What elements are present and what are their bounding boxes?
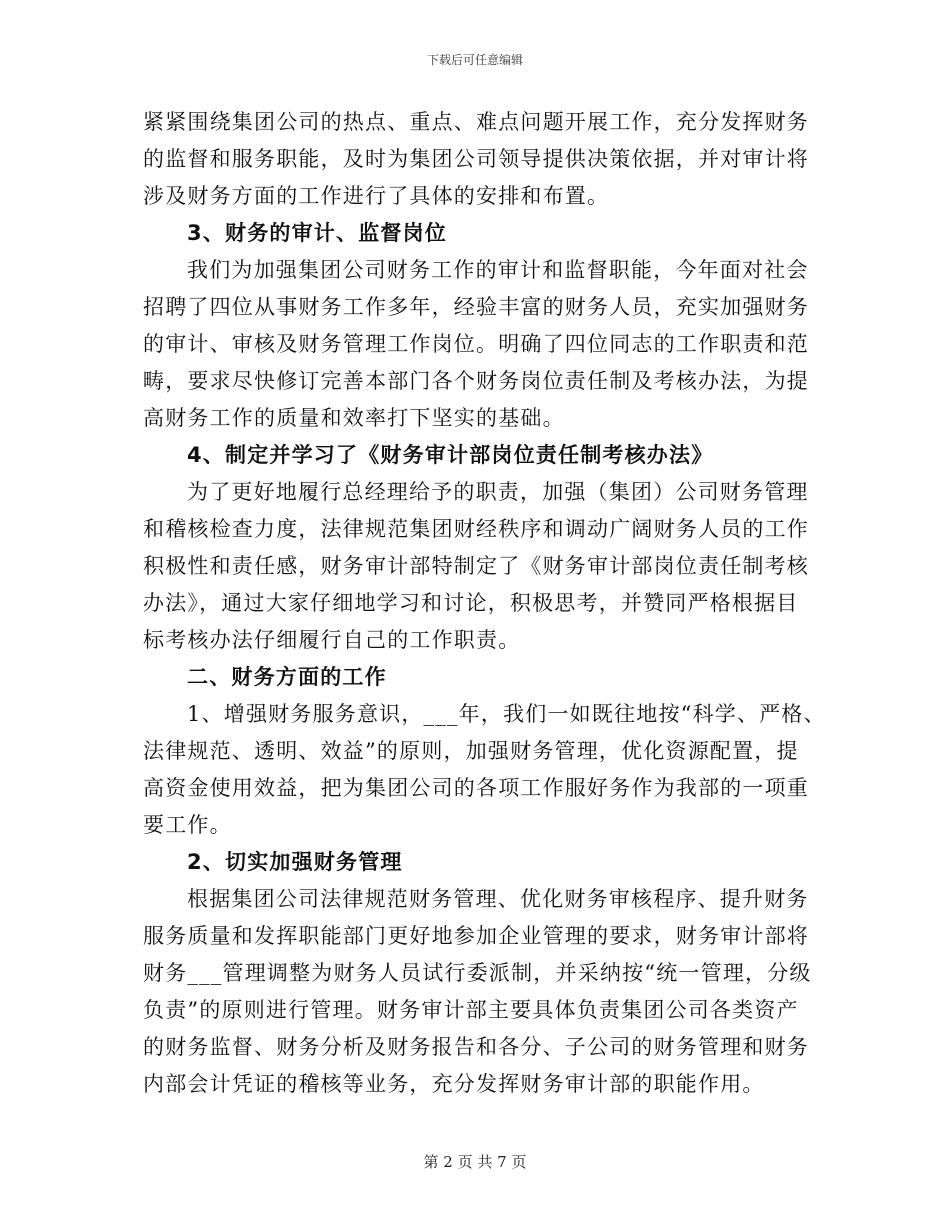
section-heading: 4、制定并学习了《财务审计部岗位责任制考核办法》: [187, 443, 714, 467]
paragraph-line: 紧紧围绕集团公司的热点、重点、难点问题开展工作，充分发挥财务: [143, 110, 809, 134]
paragraph-line: 负责”的原则进行管理。财务审计部主要具体负责集团公司各类资产: [143, 998, 799, 1022]
paragraph-line: 要工作。: [143, 813, 232, 837]
paragraph-line: 涉及财务方面的工作进行了具体的安排和布置。: [143, 184, 610, 208]
section-heading: 2、切实加强财务管理: [187, 850, 403, 874]
section-heading: 3、财务的审计、监督岗位: [187, 221, 448, 245]
paragraph-line: 我们为加强集团公司财务工作的审计和监督职能，今年面对社会: [187, 258, 809, 282]
paragraph-line: 根据集团公司法律规范财务管理、优化财务审核程序、提升财务: [187, 887, 809, 911]
paragraph-line: 财务___管理调整为财务人员试行委派制，并采纳按“统一管理，分级: [143, 961, 812, 985]
paragraph-line: 高资金使用效益，把为集团公司的各项工作服好务作为我部的一项重: [143, 776, 809, 800]
paragraph-line: 办法》，通过大家仔细地学习和讨论，积极思考，并赞同严格根据目: [143, 591, 799, 615]
paragraph-line: 和稽核检查力度，法律规范集团财经秩序和调动广阔财务人员的工作: [143, 517, 809, 541]
paragraph-line: 的财务监督、财务分析及财务报告和各分、子公司的财务管理和财务: [143, 1035, 809, 1059]
paragraph-line: 标考核办法仔细履行自己的工作职责。: [143, 628, 521, 652]
page-header: 下载后可任意编辑: [426, 53, 523, 67]
section-heading: 二、财务方面的工作: [187, 665, 387, 689]
document-body: [143, 104, 826, 1103]
paragraph-line: 招聘了四位从事财务工作多年，经验丰富的财务人员，充实加强财务: [143, 295, 809, 319]
paragraph-line: 高财务工作的质量和效率打下坚实的基础。: [143, 406, 565, 430]
paragraph-line: 的审计、审核及财务管理工作岗位。明确了四位同志的工作职责和范: [143, 332, 809, 356]
paragraph-line: 服务质量和发挥职能部门更好地参加企业管理的要求，财务审计部将: [143, 924, 809, 948]
paragraph-line: 为了更好地履行总经理给予的职责，加强（集团）公司财务管理: [187, 480, 809, 504]
paragraph-line: 法律规范、透明、效益”的原则，加强财务管理，优化资源配置，提: [143, 739, 799, 763]
page-number: 第 2 页 共 7 页: [423, 1153, 527, 1171]
paragraph-line: 1、增强财务服务意识，___年，我们一如既往地按“科学、严格、: [187, 702, 826, 726]
paragraph-line: 内部会计凭证的稽核等业务，充分发挥财务审计部的职能作用。: [143, 1072, 765, 1096]
paragraph-line: 积极性和责任感，财务审计部特制定了《财务审计部岗位责任制考核: [143, 554, 809, 578]
paragraph-line: 的监督和服务职能，及时为集团公司领导提供决策依据，并对审计将: [143, 147, 809, 171]
paragraph-line: 畴，要求尽快修订完善本部门各个财务岗位责任制及考核办法，为提: [143, 369, 809, 393]
